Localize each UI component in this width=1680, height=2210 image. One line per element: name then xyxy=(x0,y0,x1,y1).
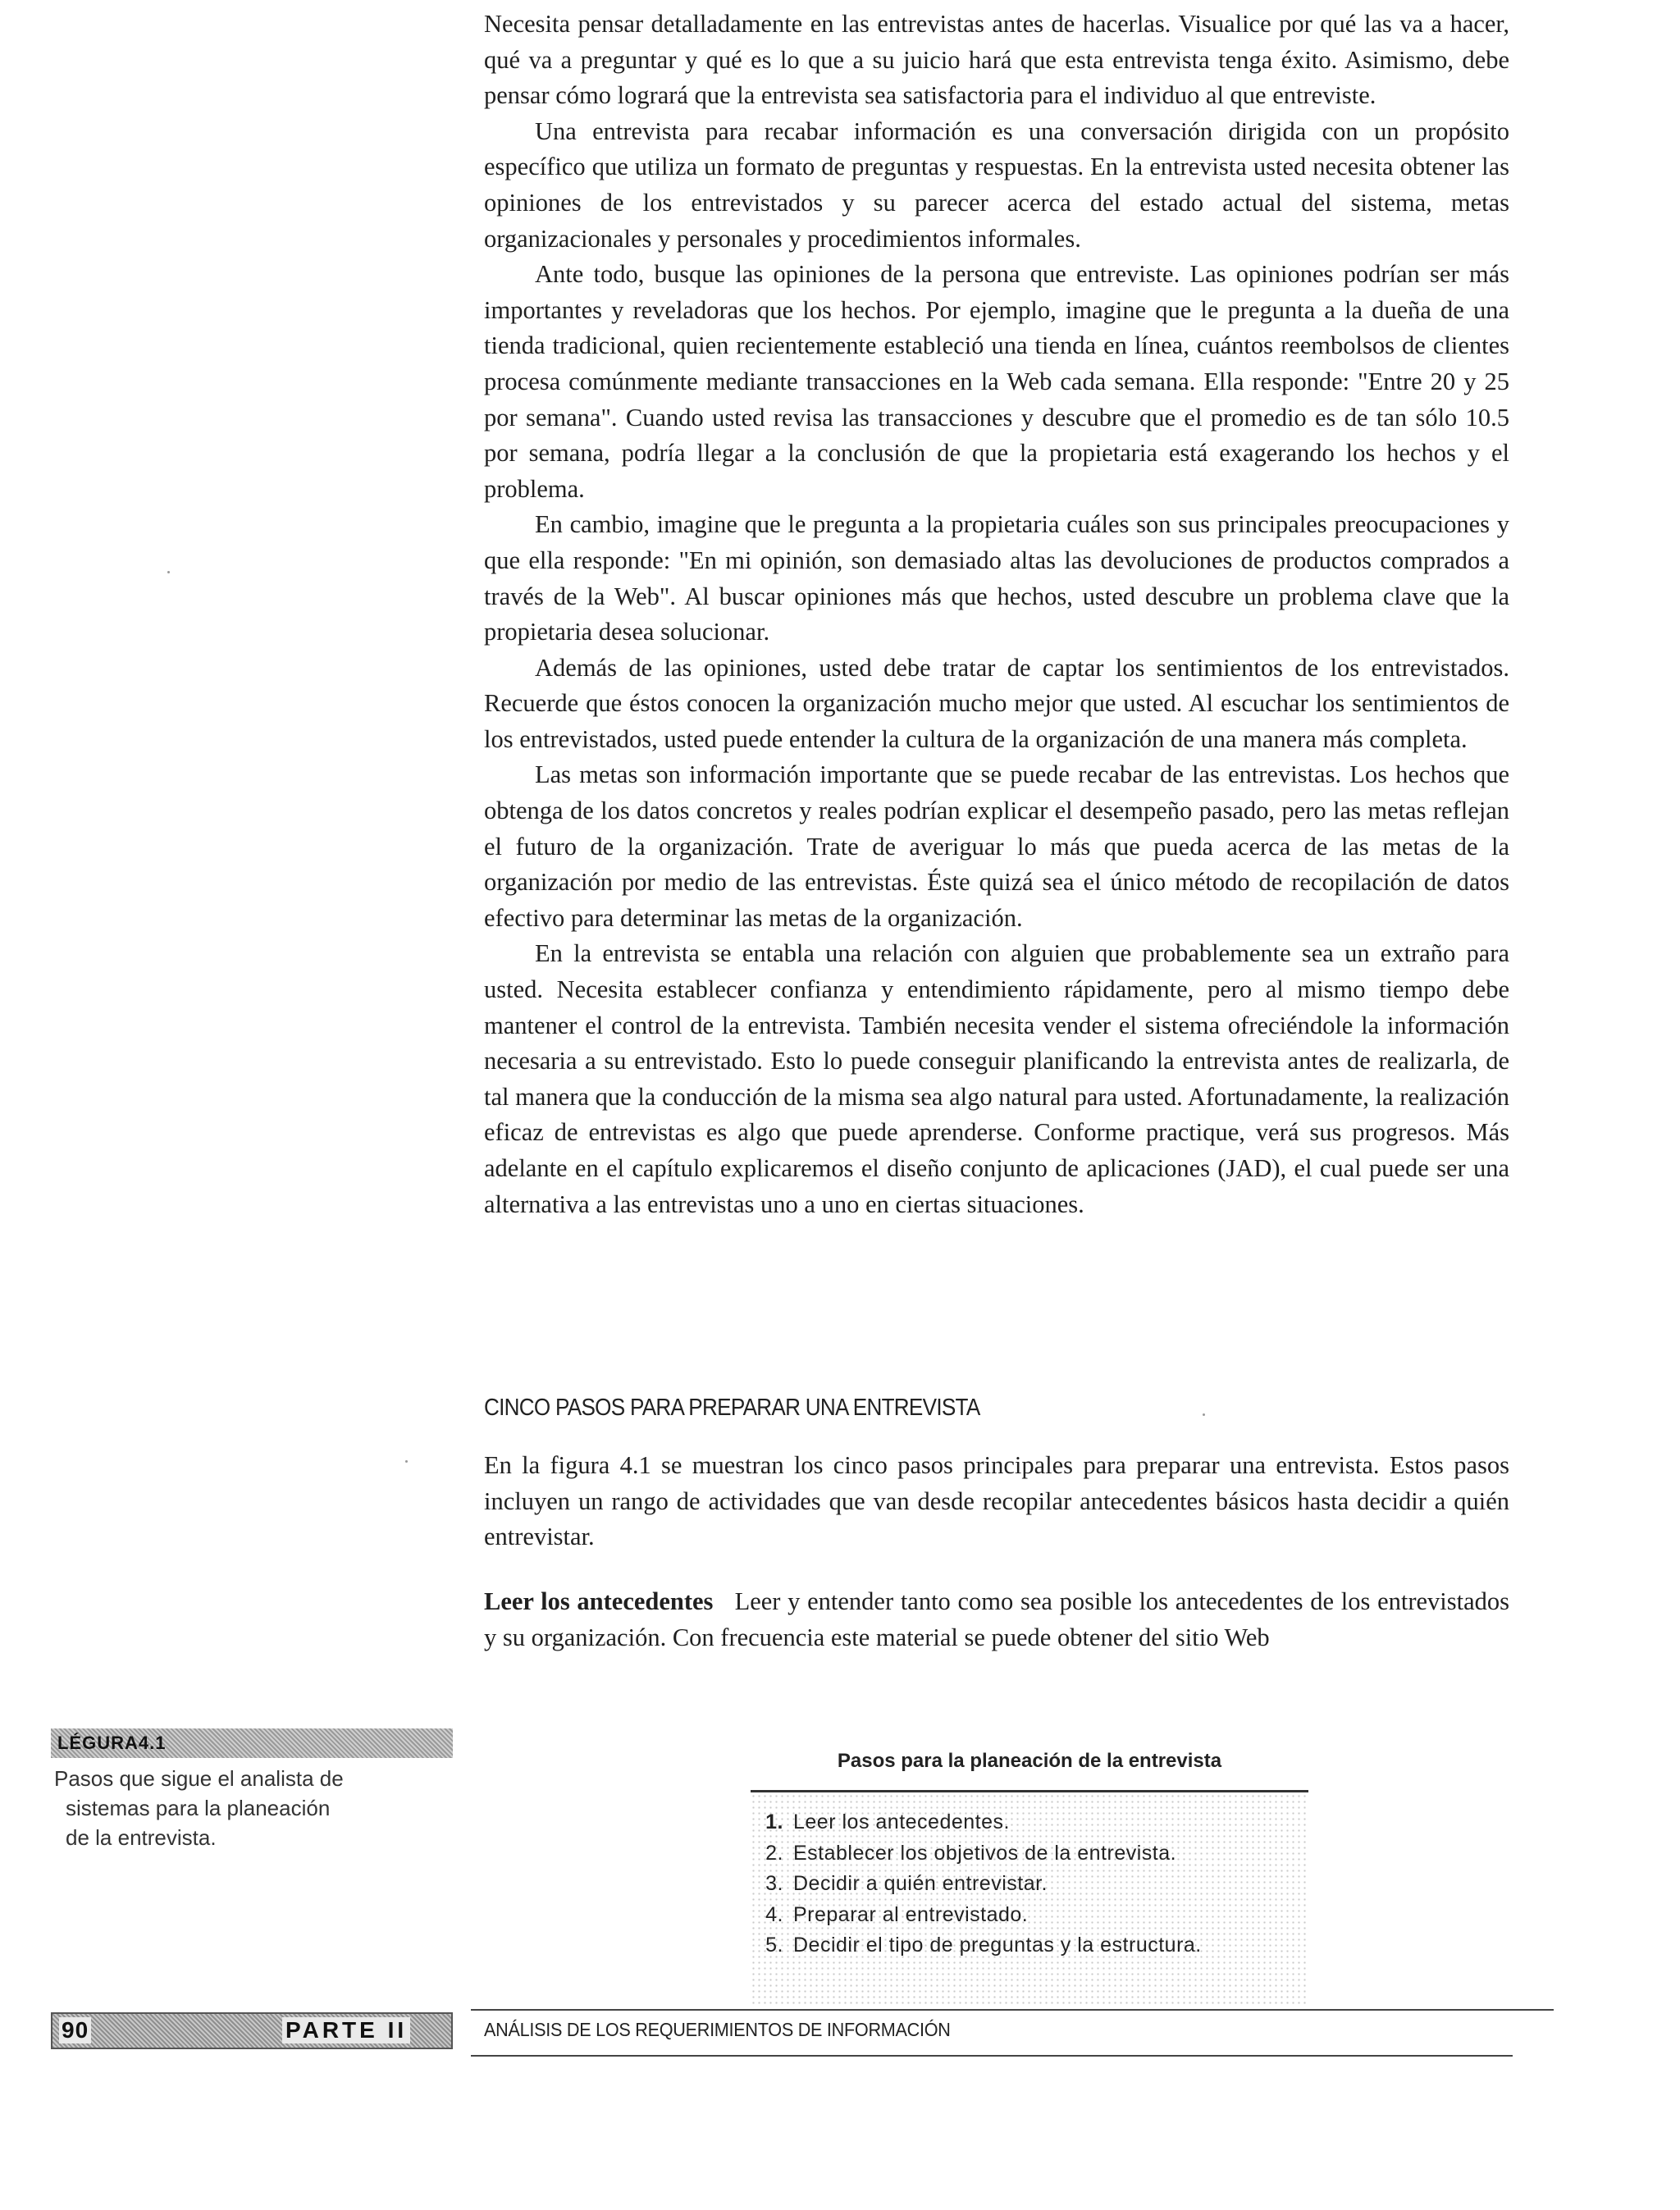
running-footer-title: ANÁLISIS DE LOS REQUERIMIENTOS DE INFORMACIÓN xyxy=(484,2019,951,2040)
step-number: 5. xyxy=(765,1934,783,1957)
paragraph: Además de las opiniones, usted debe tratar de captar los sentimientos de los entrevistados. Recuerde que éstos conocen la organización mucho mejor que usted. Al escuchar los sentimientos de los entrevistados, usted puede entender la cultura de la organización de una manera más completa. xyxy=(484,653,1509,753)
paragraph: En la entrevista se entabla una relación con alguien que probablemente sea un extraño para usted. Necesita establecer confianza y entendimiento rápidamente, pero al mismo tiempo debe mantener el control de la entrevista. También necesita vender el sistema ofreciéndole la información necesaria a su entrevistado. Esto lo puede conseguir planificando la entrevista antes de realizarla, de tal manera que la conducción de la misma sea algo natural para usted. Afortunadamente, la realización eficaz de entrevistas es algo que puede aprenderse. Conforme practique, verá sus progresos. Más adelante en el capítulo explicaremos el diseño conjunto de aplicaciones (JAD), el cual puede ser una alternativa a las entrevistas uno a uno en ciertas situaciones. xyxy=(484,939,1509,1218)
body-text xyxy=(484,7,1509,1222)
figure-step xyxy=(751,1869,1308,1900)
paragraph: Necesita pensar detalladamente en las entrevistas antes de hacerlas. Visualice por qué las va a hacer, qué va a preguntar y qué es lo que a su juicio hará que esta entrevista tenga éxito. Asimismo, debe pensar cómo logrará que la entrevista sea satisfactoria para el individuo al que entreviste. xyxy=(484,10,1509,110)
part-label: PARTE II xyxy=(282,2017,410,2043)
page-number: 90 xyxy=(59,2017,91,2043)
footer-rule xyxy=(471,2009,1554,2011)
step-text: Leer los antecedentes. xyxy=(793,1810,1010,1833)
scan-speck xyxy=(1203,1413,1205,1416)
paragraph: Ante todo, busque las opiniones de la persona que entreviste. Las opiniones podrían ser más importantes y reveladoras que los hechos. Por ejemplo, imagine que le pregunta a la dueña de una tienda tradicional, quien recientemente estableció una tienda en línea, cuántos reembolsos de clientes procesa comúnmente mediante transacciones en la Web cada semana. Ella responde: "Entre 20 y 25 por semana". Cuando usted revisa las transacciones y descubre que el promedio es de tan sólo 10.5 por semana, podría llegar a la conclusión de que la propietaria está exagerando los hechos y el problema. xyxy=(484,260,1509,503)
footer-rule xyxy=(471,2055,1513,2057)
subsection-heading: Leer los antecedentes xyxy=(484,1587,714,1615)
paragraph: Una entrevista para recabar información es una conversación dirigida con un propósito específico que utiliza un formato de preguntas y respuestas. En la entrevista usted necesita obtener las opiniones de los entrevistados y su parecer acerca del estado actual del sistema, metas organizacionales y personales y procedimientos informales. xyxy=(484,116,1509,253)
step-text: Establecer los objetivos de la entrevista. xyxy=(793,1841,1177,1865)
paragraph: En la figura 4.1 se muestran los cinco pasos principales para preparar una entrevista. Estos pasos incluyen un rango de actividades que van desde recopilar antecedentes básicos hasta decidir a quién entrevistar. xyxy=(484,1451,1509,1551)
subsection-paragraph xyxy=(484,1584,1509,1655)
figure-caption xyxy=(54,1764,464,1852)
subsection xyxy=(484,1584,1509,1655)
step-text: Preparar al entrevistado. xyxy=(793,1902,1029,1926)
paragraph: En cambio, imagine que le pregunta a la propietaria cuáles son sus principales preocupaciones y que ella responde: "En mi opinión, son demasiado altas las devoluciones de productos comprados a través de la Web". Al buscar opiniones más que hechos, usted descubre un problema clave que la propietaria desea solucionar. xyxy=(484,510,1509,646)
step-number: 1. xyxy=(765,1810,783,1833)
figure-step xyxy=(751,1838,1308,1870)
section-heading: CINCO PASOS PARA PREPARAR UNA ENTREVISTA xyxy=(484,1395,980,1421)
step-number: 2. xyxy=(765,1841,783,1865)
figure-step xyxy=(751,1930,1308,1961)
figure-rule xyxy=(751,1790,1308,1792)
footer-bar xyxy=(51,2012,453,2049)
paragraph: Las metas son información importante que se puede recabar de las entrevistas. Los hechos que obtenga de los datos concretos y reales podrían explicar el desempeño pasado, pero las metas reflejan el futuro de la organización. Trate de averiguar lo más que pueda acerca de las metas de la organización por medio de las entrevistas. Éste quizá sea el único método de recopilación de datos efectivo para determinar las metas de la organización. xyxy=(484,760,1509,932)
figure-title: Pasos para la planeación de la entrevista xyxy=(837,1750,1222,1772)
figure-steps-list xyxy=(751,1807,1308,1961)
step-number: 3. xyxy=(765,1872,783,1895)
figure-step xyxy=(751,1807,1308,1838)
step-number: 4. xyxy=(765,1902,783,1926)
figure-step xyxy=(751,1900,1308,1931)
scan-speck xyxy=(405,1460,408,1463)
caption-line: sistemas para la planeación xyxy=(66,1796,331,1820)
caption-line: Pasos que sigue el analista de xyxy=(54,1766,344,1791)
caption-line: de la entrevista. xyxy=(66,1825,217,1850)
figure-label: LÉGURA4.1 xyxy=(51,1728,453,1758)
subsection-text: Leer y entender tanto como sea posible los antecedentes de los entrevistados y su organización. Con frecuencia este material se puede obtener del sitio Web xyxy=(484,1587,1509,1651)
section-intro xyxy=(484,1448,1509,1555)
step-text: Decidir a quién entrevistar. xyxy=(793,1872,1048,1895)
step-text: Decidir el tipo de preguntas y la estructura. xyxy=(793,1934,1202,1957)
scan-speck xyxy=(167,571,170,573)
